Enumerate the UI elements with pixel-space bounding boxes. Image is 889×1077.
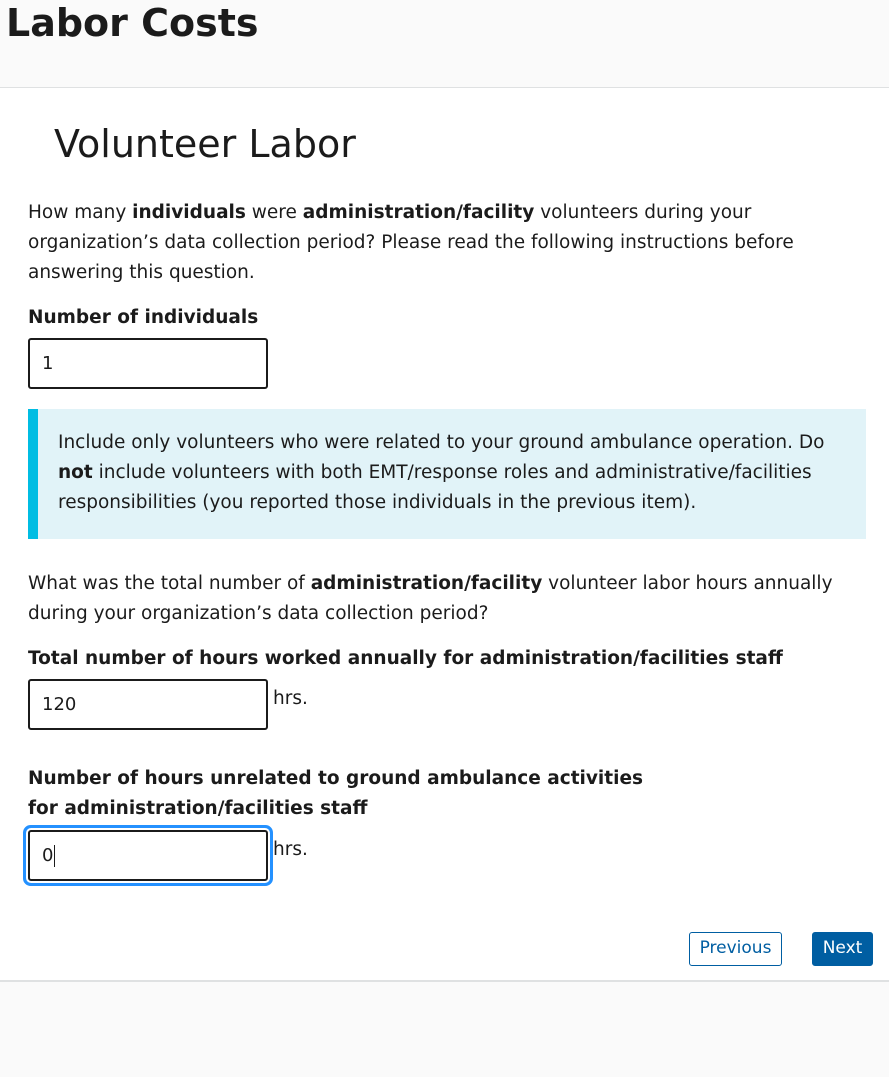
instructions-note: Include only volunteers who were related to your ground ambulance operation. Do not include volunteers with both EMT/response roles and administrative/facilities responsibilities (you reported those individuals in the previous item). [28, 409, 866, 539]
next-button[interactable]: Next [812, 932, 873, 966]
unrelated-hours-input[interactable]: 0 [28, 830, 268, 881]
total-hours-input[interactable]: 120 [28, 679, 268, 730]
section-title: Volunteer Labor [54, 122, 356, 166]
total-hours-label: Total number of hours worked annually for administration/facilities staff [28, 648, 783, 669]
page-header [0, 0, 889, 88]
unrelated-hours-label: Number of hours unrelated to ground ambulance activities for administration/facilities staff [28, 768, 644, 819]
individuals-label: Number of individuals [28, 307, 259, 328]
page-title: Labor Costs [6, 1, 259, 45]
unrelated-hours-unit: hrs. [273, 839, 308, 860]
individuals-question: How many individuals were administration/facility volunteers during your organization’s data collection period? Please read the following instructions before answering this question. [28, 202, 794, 283]
hours-question: What was the total number of administration/facility volunteer labor hours annually during your organization’s data collection period? [28, 573, 833, 624]
previous-button[interactable]: Previous [689, 932, 782, 966]
total-hours-unit: hrs. [273, 688, 308, 709]
individuals-input[interactable]: 1 [28, 338, 268, 389]
text-caret [54, 845, 55, 867]
form-panel [0, 88, 889, 982]
footer-area [0, 982, 889, 1077]
